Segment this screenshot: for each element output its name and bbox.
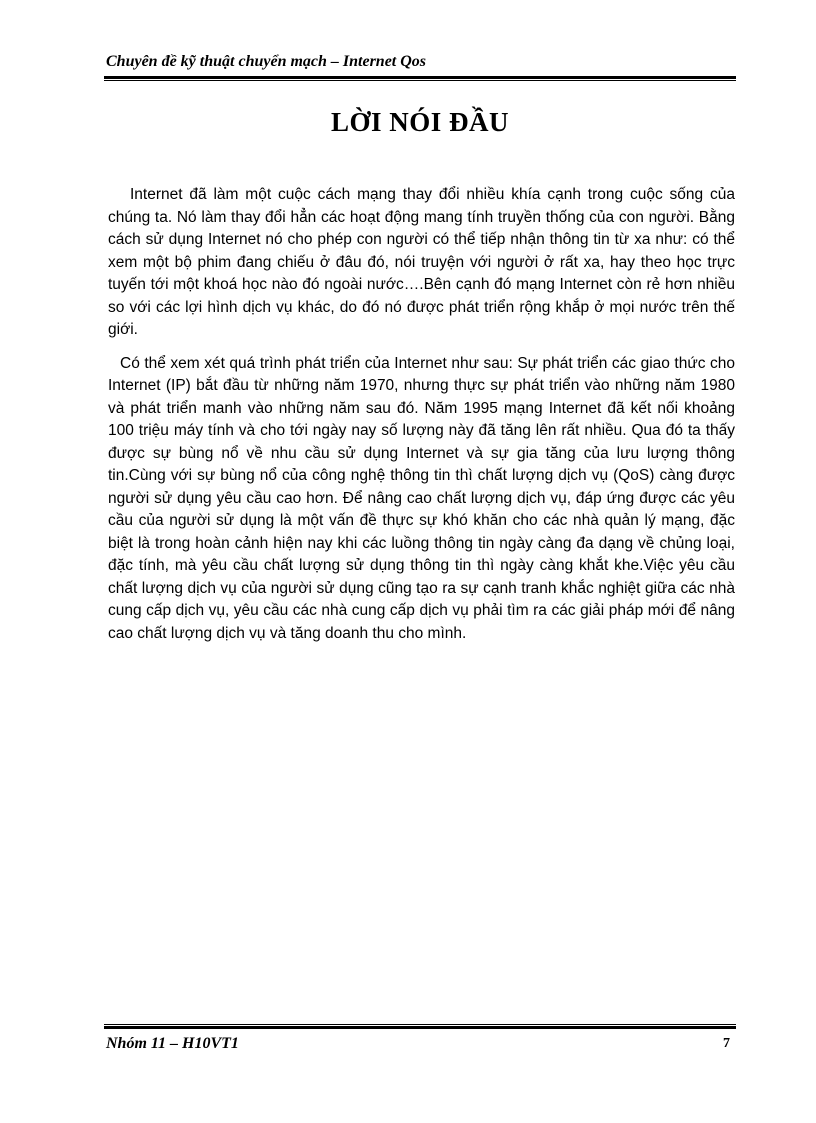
page-header: Chuyên đề kỹ thuật chuyển mạch – Internet Qos — [106, 53, 427, 70]
page-number: 7 — [723, 1036, 730, 1051]
footer-group-label: Nhóm 11 – H10VT1 — [106, 1035, 239, 1052]
footer-divider — [104, 1024, 736, 1029]
header-divider — [104, 76, 736, 81]
paragraph-development: Có thể xem xét quá trình phát triển của Internet như sau: Sự phát triển các giao thức cho Internet (IP) bắt đầu từ những năm 1970, nhưng thực sự phát triển vào những năm 1980 và phát triển manh vào những năm sau đó. Năm 1995 mạng Internet đã kết nối khoảng 100 triệu máy tính và cho tới ngày nay số lượng này đã tăng lên rất nhiều. Qua đó ta thấy được sự bùng nổ về nhu cầu sử dụng Internet và sự gia tăng của lưu lượng thông tin.Cùng với sự bùng nổ của công nghệ thông tin thì chất lượng dịch vụ (QoS) càng được người sử dụng yêu cầu cao hơn. Để nâng cao chất lượng dịch vụ, đáp ứng được các yêu cầu của người sử dụng là một vấn đề thực sự khó khăn cho các nhà quản lý mạng, đặc biệt là trong hoàn cảnh hiện nay khi các luồng thông tin ngày càng đa dạng về chủng loại, đặc tính, mà yêu cầu chất lượng sử dụng thông tin thì ngày càng khắt khe.Việc yêu cầu chất lượng dịch vụ của người sử dụng cũng tạo ra sự cạnh tranh khắc nghiệt giữa các nhà cung cấp dịch vụ, yêu cầu các nhà cung cấp dịch vụ phải tìm ra các giải pháp mới để nâng cao chất lượng dịch vụ và tăng doanh thu cho mình. — [108, 354, 735, 642]
body-text — [108, 184, 735, 656]
paragraph-intro: Internet đã làm một cuộc cách mạng thay đổi nhiều khía cạnh trong cuộc sống của chúng ta. Nó làm thay đổi hẳn các hoạt động mang tính truyền thống của con người. Bằng cách sử dụng Internet nó cho phép con người có thể tiếp nhận thông tin từ xa như: có thể xem một bộ phim đang chiếu ở đâu đó, nói truyện với người ở rất xa, hay theo học trực tuyến tới một khoá học nào đó ngoài nước….Bên cạnh đó mạng Internet còn rẻ hơn nhiều so với các lợi hình dịch vụ khác, do đó nó được phát triển rộng khắp ở mọi nước trên thế giới. — [108, 186, 735, 338]
page-title: LỜI NÓI ĐẦU — [330, 107, 510, 137]
